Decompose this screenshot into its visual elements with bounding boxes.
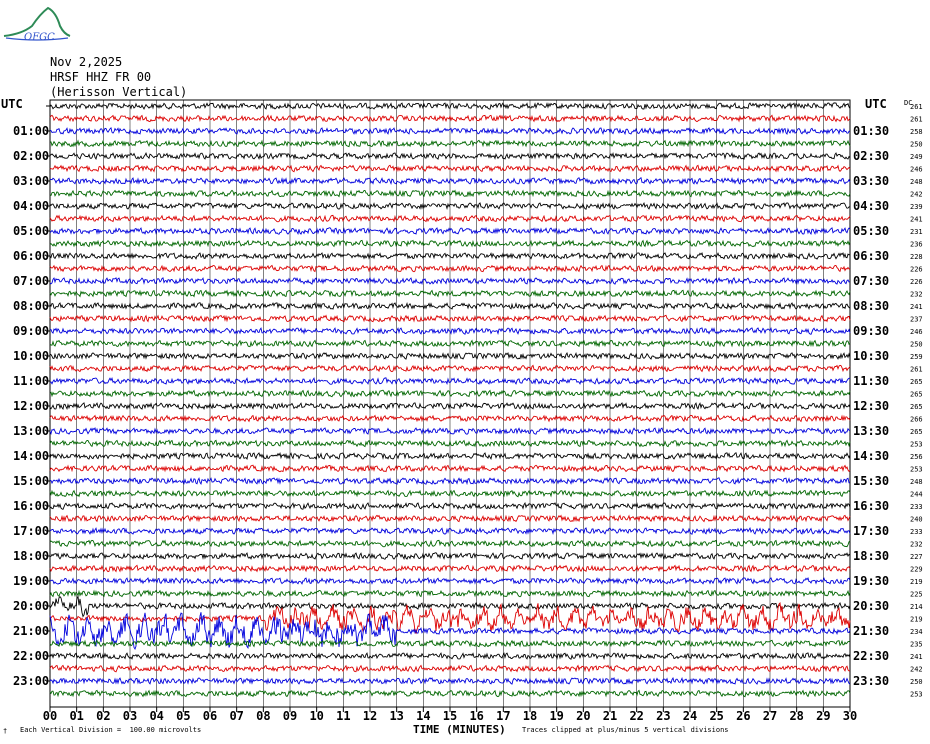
logo-text: OFGC [24, 32, 55, 43]
left-time-label: 04:00 [13, 199, 50, 213]
x-tick-label: 19 [549, 709, 564, 723]
left-time-label: 19:00 [13, 574, 50, 588]
left-time-label: 13:00 [13, 424, 50, 438]
dc-offset-label: 253 [910, 465, 923, 474]
dc-offset-label: 237 [910, 315, 923, 324]
x-tick-label: 07 [229, 709, 244, 723]
left-time-label: 09:00 [13, 324, 50, 338]
x-tick-label: 22 [629, 709, 644, 723]
dc-offset-label: 239 [910, 203, 923, 211]
dc-offset-label: 219 [910, 615, 923, 624]
dc-offset-label: 242 [910, 665, 923, 674]
right-time-label: 16:30 [853, 499, 890, 513]
x-tick-label: 24 [682, 709, 698, 723]
left-time-label: 12:00 [13, 399, 50, 413]
dc-offset-label: 258 [910, 128, 923, 136]
right-time-label: 12:30 [853, 399, 890, 413]
x-tick-label: 21 [602, 709, 618, 723]
dc-offset-label: 226 [910, 265, 923, 274]
right-time-label: 23:30 [853, 674, 890, 688]
dc-offset-label: 253 [910, 690, 923, 699]
x-tick-label: 04 [149, 709, 164, 723]
dc-offset-label: 240 [910, 515, 923, 524]
dc-offset-label: 214 [910, 603, 923, 611]
dc-offset-label: 248 [910, 478, 923, 486]
dc-offset-label: 233 [910, 528, 923, 536]
right-time-label: 10:30 [853, 349, 890, 363]
right-time-label: 20:30 [853, 599, 890, 613]
station-code: HRSF HHZ FR 00 [50, 70, 152, 84]
dc-offset-label: 241 [910, 653, 923, 661]
dc-column-title: DC [904, 99, 913, 107]
right-time-label: 15:30 [853, 474, 890, 488]
right-time-label: 08:30 [853, 299, 890, 313]
dc-offset-label: 250 [910, 140, 923, 149]
dc-offset-label: 233 [910, 503, 923, 511]
right-time-label: 06:30 [853, 249, 890, 263]
left-time-label: 14:00 [13, 449, 50, 463]
right-time-label: UTC [865, 97, 887, 111]
x-tick-label: 05 [176, 709, 191, 723]
left-time-label: UTC [1, 97, 23, 111]
x-tick-label: 01 [69, 709, 84, 723]
x-tick-label: 16 [469, 709, 484, 723]
dc-offset-label: 250 [910, 678, 923, 686]
x-tick-label: 09 [282, 709, 298, 723]
x-tick-label: 25 [709, 709, 724, 723]
x-tick-label: 26 [736, 709, 751, 723]
right-time-label: 19:30 [853, 574, 890, 588]
dc-offset-label: 246 [910, 165, 923, 174]
x-tick-label: 18 [522, 709, 538, 723]
x-axis-label: TIME (MINUTES) [413, 723, 506, 736]
dc-offset-label: 261 [910, 103, 923, 111]
dc-offset-label: 261 [910, 115, 923, 124]
x-tick-label: 28 [789, 709, 804, 723]
right-time-label: 02:30 [853, 149, 890, 163]
dc-offset-label: 250 [910, 340, 923, 349]
right-time-label: 11:30 [853, 374, 890, 388]
plot-date: Nov 2,2025 [50, 55, 123, 69]
dc-offset-label: 225 [910, 590, 923, 599]
right-time-label: 05:30 [853, 224, 890, 238]
left-time-label: 02:00 [13, 149, 50, 163]
right-time-label: 22:30 [853, 649, 890, 663]
left-time-label: 22:00 [13, 649, 50, 663]
left-time-label: 17:00 [13, 524, 50, 538]
dc-offset-label: 242 [910, 190, 923, 199]
right-time-label: 18:30 [853, 549, 890, 563]
left-time-label: 23:00 [13, 674, 50, 688]
right-time-label: 13:30 [853, 424, 890, 438]
dc-offset-label: 236 [910, 240, 923, 249]
dc-offset-label: 228 [910, 253, 923, 261]
left-time-label: 06:00 [13, 249, 50, 263]
x-tick-label: 11 [336, 709, 351, 723]
dc-offset-label: 265 [910, 403, 923, 411]
right-time-label: 17:30 [853, 524, 890, 538]
dc-offset-label: 235 [910, 640, 923, 649]
dc-offset-label: 253 [910, 440, 923, 449]
right-time-label: 07:30 [853, 274, 890, 288]
dc-offset-label: 248 [910, 178, 923, 186]
left-time-label: 20:00 [13, 599, 50, 613]
left-time-label: 21:00 [13, 624, 50, 638]
right-time-label: 01:30 [853, 124, 890, 138]
right-time-label: 09:30 [853, 324, 890, 338]
right-time-label: 03:30 [853, 174, 890, 188]
corner-mark: † [3, 727, 8, 735]
dc-offset-label: 219 [910, 578, 923, 586]
station-location: (Herisson Vertical) [50, 85, 188, 99]
x-tick-label: 29 [816, 709, 831, 723]
x-tick-label: 13 [389, 709, 404, 723]
x-tick-label: 14 [416, 709, 431, 723]
dc-offset-label: 234 [910, 628, 923, 636]
x-tick-label: 27 [762, 709, 778, 723]
dc-offset-label: 232 [910, 290, 923, 299]
left-time-label: 15:00 [13, 474, 50, 488]
left-time-label: 05:00 [13, 224, 50, 238]
dc-offset-label: 261 [910, 365, 923, 374]
left-time-label: 08:00 [13, 299, 50, 313]
dc-offset-label: 265 [910, 428, 923, 436]
x-tick-label: 08 [256, 709, 271, 723]
dc-offset-label: 244 [910, 490, 923, 499]
dc-offset-label: 246 [910, 328, 923, 336]
dc-offset-label: 259 [910, 353, 923, 361]
left-time-label: 01:00 [13, 124, 50, 138]
x-tick-label: 02 [96, 709, 111, 723]
dc-offset-label: 227 [910, 553, 923, 561]
right-time-label: 14:30 [853, 449, 890, 463]
left-time-label: 16:00 [13, 499, 50, 513]
dc-offset-label: 266 [910, 415, 923, 424]
dc-offset-label: 232 [910, 540, 923, 549]
dc-offset-label: 249 [910, 153, 923, 161]
x-tick-label: 15 [442, 709, 458, 723]
x-tick-label: 10 [309, 709, 324, 723]
dc-offset-label: 241 [910, 303, 923, 311]
x-tick-label: 23 [656, 709, 671, 723]
scale-note: Each Vertical Division = 100.00 microvolts [20, 726, 202, 734]
dc-offset-label: 231 [910, 228, 923, 236]
x-tick-label: 20 [576, 709, 591, 723]
left-time-label: 11:00 [13, 374, 50, 388]
dc-offset-label: 256 [910, 453, 923, 461]
dc-offset-label: 265 [910, 378, 923, 386]
dc-offset-label: 226 [910, 278, 923, 286]
right-time-label: 21:30 [853, 624, 890, 638]
right-time-label: 04:30 [853, 199, 890, 213]
left-time-label: 03:00 [13, 174, 50, 188]
x-tick-label: 00 [42, 709, 58, 723]
dc-offset-label: 229 [910, 565, 923, 574]
left-time-label: 07:00 [13, 274, 50, 288]
left-time-label: 18:00 [13, 549, 50, 563]
clip-note: Traces clipped at plus/minus 5 vertical divisions [522, 726, 729, 734]
x-tick-label: 06 [202, 709, 218, 723]
dc-offset-label: 241 [910, 215, 923, 224]
left-time-label: 10:00 [13, 349, 50, 363]
x-tick-label: 30 [842, 709, 858, 723]
dc-offset-label: 265 [910, 390, 923, 399]
x-tick-label: 17 [496, 709, 511, 723]
x-tick-label: 03 [122, 709, 138, 723]
x-tick-label: 12 [362, 709, 378, 723]
